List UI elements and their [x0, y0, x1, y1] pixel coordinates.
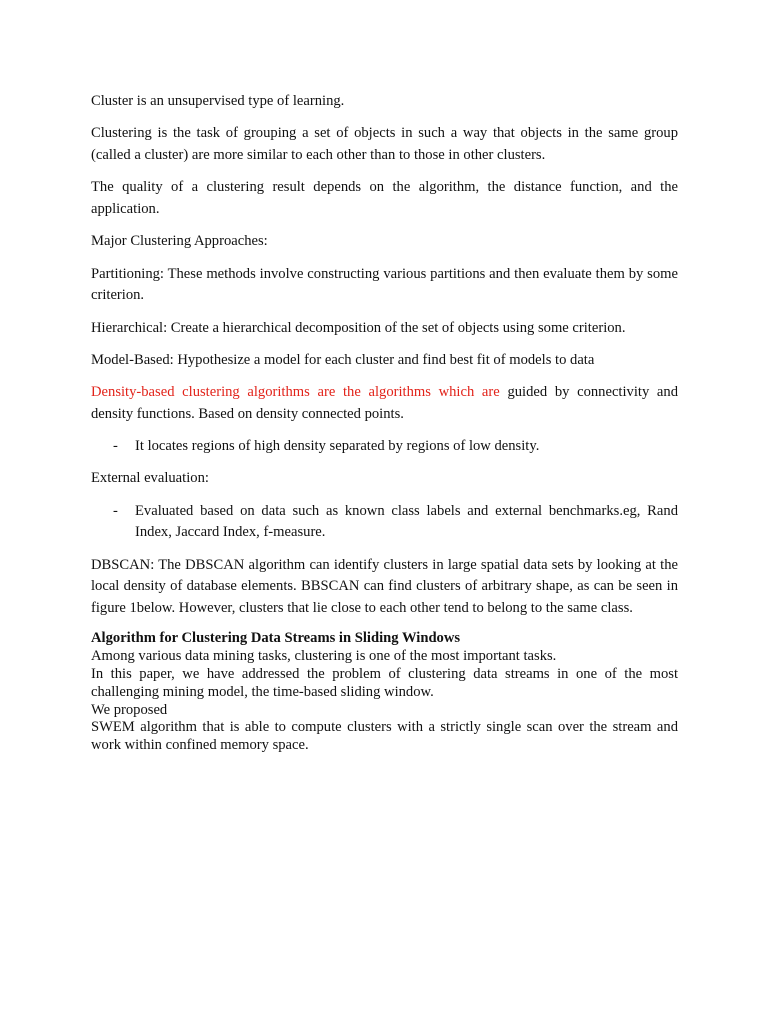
highlighted-text: Density-based clustering algorithms are the algorithms which are — [91, 384, 500, 401]
paragraph-density-based — [91, 382, 678, 425]
bullet-item-density — [91, 436, 678, 458]
paragraph-partitioning: Partitioning: These methods involve constructing various partitions and then evaluate them by some criterion. — [91, 265, 678, 304]
paragraph-dbscan: DBSCAN: The DBSCAN algorithm can identify clusters in large spatial data sets by looking at the local density of database elements. BBSCAN can find clusters of arbitrary shape, as can be seen in figure 1below. However, clusters that lie close to each other tend to belong to the same class. — [91, 556, 678, 617]
paragraph-clustering-quality: The quality of a clustering result depends on the algorithm, the distance function, and the application. — [91, 179, 678, 217]
bullet-marker: - — [113, 502, 118, 519]
section-line-4: SWEM algorithm that is able to compute clusters with a strictly single scan over the stream and work within confined memory space. — [91, 719, 678, 754]
bullet-marker: - — [113, 438, 118, 455]
paragraph-density-based-rest: guided by connectivity and density functions. Based on density connected points. — [91, 384, 678, 422]
bullet-text: Evaluated based on data such as known class labels and external benchmarks.eg, Rand Index, Jaccard Index, f-measure. — [135, 502, 678, 541]
bullet-item-evaluation — [91, 501, 678, 544]
paragraph-clustering-task: Clustering is the task of grouping a set of objects in such a way that objects in the same group (called a cluster) are more similar to each other than to those in other clusters. — [91, 125, 678, 163]
bullet-text: It locates regions of high density separated by regions of low density. — [135, 438, 540, 455]
paragraph-external-evaluation: External evaluation: — [91, 470, 209, 487]
section-line-1: Among various data mining tasks, clustering is one of the most important tasks. — [91, 648, 557, 665]
section-line-3: We proposed — [91, 701, 168, 718]
section-heading: Algorithm for Clustering Data Streams in Sliding Windows — [91, 630, 461, 647]
document-body — [91, 91, 678, 755]
paragraph-major-approaches: Major Clustering Approaches: — [91, 233, 268, 250]
paragraph-cluster-definition: Cluster is an unsupervised type of learning. — [91, 93, 345, 109]
paragraph-hierarchical: Hierarchical: Create a hierarchical decomposition of the set of objects using some criterion. — [91, 319, 626, 336]
section-line-2: In this paper, we have addressed the problem of clustering data streams in one of the most challenging mining model, the time-based sliding window. — [91, 666, 678, 700]
paragraph-model-based: Model-Based: Hypothesize a model for each cluster and find best fit of models to data — [91, 351, 595, 368]
